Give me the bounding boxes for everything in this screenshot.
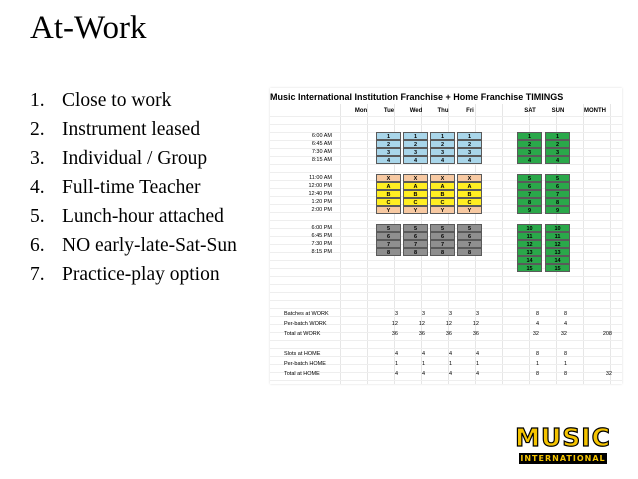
schedule-cell: X [376,174,401,182]
schedule-cell: 4 [457,156,482,164]
weekend-cell: 13 [545,248,570,256]
column-header: SUN [551,108,565,114]
summary-label: Per-batch WORK [284,321,327,327]
gridline [270,124,622,125]
schedule-cell: B [403,190,428,198]
weekend-cell: 15 [517,264,542,272]
schedule-cell: Y [430,206,455,214]
weekend-cell: 9 [517,206,542,214]
summary-value: 36 [391,331,398,337]
schedule-cell: A [430,182,455,190]
summary-label: Per-batch HOME [284,361,326,367]
summary-value: 4 [448,371,452,377]
gridline [270,172,622,173]
schedule-cell: B [376,190,401,198]
summary-label: Total at WORK [284,331,321,337]
summary-label: Total at HOME [284,371,320,377]
schedule-cell: 3 [457,148,482,156]
slide-title: At-Work [30,10,147,46]
schedule-cell: 8 [457,248,482,256]
schedule-cell: 6 [376,232,401,240]
summary-value: 4 [394,371,398,377]
schedule-cell: 2 [376,140,401,148]
list-text: Instrument leased [62,119,201,140]
schedule-cell: C [430,198,455,206]
summary-value: 4 [563,321,567,327]
list-item [30,260,270,289]
schedule-cell: 5 [430,224,455,232]
list-item [30,173,270,202]
summary-value: 36 [472,331,479,337]
summary-value: 3 [394,311,398,317]
gridline [270,220,622,221]
time-label: 11:00 AM [309,175,332,181]
column-header: MONTH [584,108,606,114]
schedule-cell: 6 [457,232,482,240]
schedule-cell: 8 [376,248,401,256]
summary-value: 3 [448,311,452,317]
weekend-cell: 5 [517,174,542,182]
music-international-logo [513,425,613,467]
summary-value: 8 [563,371,567,377]
summary-value: 8 [535,371,539,377]
summary-value: 4 [421,351,425,357]
schedule-cell: A [403,182,428,190]
gridline [270,380,622,381]
schedule-cell: 1 [376,132,401,140]
weekend-cell: 11 [545,232,570,240]
list-item [30,115,270,144]
schedule-cell: Y [376,206,401,214]
summary-value: 12 [391,321,398,327]
weekend-cell: 3 [545,148,570,156]
schedule-cell: 8 [403,248,428,256]
weekend-cell: 2 [517,140,542,148]
schedule-cell: C [376,198,401,206]
summary-value: 8 [535,351,539,357]
gridline [270,308,622,309]
weekend-cell: 3 [517,148,542,156]
time-label: 6:00 PM [311,225,332,231]
schedule-cell: 6 [403,232,428,240]
gridline [270,300,622,301]
list-text: Full-time Teacher [62,177,201,198]
summary-value: 4 [535,321,539,327]
schedule-cell: Y [403,206,428,214]
weekend-cell: 2 [545,140,570,148]
schedule-cell: X [430,174,455,182]
schedule-cell: 5 [376,224,401,232]
logo-subtitle: INTERNATIONAL [520,454,606,463]
list-item [30,202,270,231]
summary-value: 1 [535,361,539,367]
schedule-cell: 1 [403,132,428,140]
schedule-cell: 7 [403,240,428,248]
weekend-cell: 6 [517,182,542,190]
time-label: 6:00 AM [311,133,332,139]
weekend-cell: 6 [545,182,570,190]
weekend-cell: 12 [517,240,542,248]
time-label: 6:45 AM [311,141,332,147]
point-list [30,86,270,289]
gridline [270,116,622,117]
summary-value: 36 [418,331,425,337]
weekend-cell: 10 [517,224,542,232]
summary-value: 1 [394,361,398,367]
schedule-cell: 7 [430,240,455,248]
time-label: 1:20 PM [311,199,332,205]
schedule-cell: 4 [376,156,401,164]
schedule-cell: 3 [376,148,401,156]
list-number: 7. [30,264,45,285]
column-header: Wed [409,108,423,114]
list-item [30,231,270,260]
weekend-cell: 4 [545,156,570,164]
schedule-cell: 8 [430,248,455,256]
summary-value: 4 [475,351,479,357]
column-header: Fri [466,108,474,114]
schedule-cell: 1 [457,132,482,140]
schedule-cell: Y [457,206,482,214]
schedule-cell: 5 [403,224,428,232]
schedule-cell: 6 [430,232,455,240]
weekend-cell: 1 [517,132,542,140]
column-header: Tue [383,108,395,114]
schedule-cell: 3 [430,148,455,156]
schedule-cell: 5 [457,224,482,232]
summary-value: 32 [605,371,612,377]
weekend-cell: 14 [545,256,570,264]
summary-label: Slots at HOME [284,351,321,357]
summary-label: Batches at WORK [284,311,329,317]
weekend-cell: 12 [545,240,570,248]
weekend-cell: 9 [545,206,570,214]
schedule-cell: 3 [403,148,428,156]
schedule-cell: B [457,190,482,198]
schedule-cell: X [403,174,428,182]
gridline [270,284,622,285]
schedule-cell: 2 [457,140,482,148]
weekend-cell: 10 [545,224,570,232]
summary-value: 36 [445,331,452,337]
schedule-cell: 7 [376,240,401,248]
summary-value: 1 [475,361,479,367]
weekend-cell: 15 [545,264,570,272]
summary-value: 208 [602,331,612,337]
time-label: 8:15 AM [311,157,332,163]
summary-value: 4 [394,351,398,357]
time-label: 7:30 AM [311,149,332,155]
schedule-cell: C [457,198,482,206]
summary-value: 8 [563,351,567,357]
weekend-cell: 8 [545,198,570,206]
summary-value: 12 [418,321,425,327]
timings-spreadsheet [270,88,622,384]
summary-value: 12 [445,321,452,327]
summary-value: 32 [560,331,567,337]
schedule-cell: 4 [403,156,428,164]
weekend-cell: 4 [517,156,542,164]
schedule-cell: 1 [430,132,455,140]
summary-value: 1 [421,361,425,367]
gridline [270,292,622,293]
summary-value: 1 [563,361,567,367]
schedule-cell: B [430,190,455,198]
summary-value: 8 [535,311,539,317]
schedule-cell: A [457,182,482,190]
list-text: Close to work [62,90,172,111]
time-label: 12:00 PM [308,183,332,189]
list-number: 5. [30,206,45,227]
summary-value: 1 [448,361,452,367]
list-number: 4. [30,177,45,198]
time-label: 7:30 PM [311,241,332,247]
weekend-cell: 13 [517,248,542,256]
summary-value: 4 [421,371,425,377]
list-number: 2. [30,119,45,140]
summary-value: 4 [475,371,479,377]
time-label: 6:45 PM [311,233,332,239]
gridline [270,340,622,341]
logo-word: MUSIC [515,423,611,452]
list-number: 3. [30,148,45,169]
summary-value: 32 [532,331,539,337]
sheet-title: Music International Institution Franchise + Home Franchise TIMINGS [270,92,564,102]
summary-value: 8 [563,311,567,317]
list-item [30,86,270,115]
schedule-cell: A [376,182,401,190]
weekend-cell: 11 [517,232,542,240]
gridline [270,348,622,349]
column-header: Mon [354,108,368,114]
weekend-cell: 8 [517,198,542,206]
list-item [30,144,270,173]
list-text: Practice-play option [62,264,220,285]
schedule-cell: 2 [430,140,455,148]
summary-value: 3 [475,311,479,317]
list-number: 1. [30,90,45,111]
weekend-cell: 14 [517,256,542,264]
schedule-cell: 2 [403,140,428,148]
weekend-cell: 7 [517,190,542,198]
schedule-cell: 7 [457,240,482,248]
summary-value: 12 [472,321,479,327]
gridline [270,164,622,165]
summary-value: 3 [421,311,425,317]
list-number: 6. [30,235,45,256]
time-label: 12:40 PM [308,191,332,197]
schedule-cell: C [403,198,428,206]
list-text: NO early-late-Sat-Sun [62,235,237,256]
summary-value: 4 [448,351,452,357]
schedule-cell: 4 [430,156,455,164]
gridline [270,276,622,277]
column-header: Thu [437,108,449,114]
list-text: Lunch-hour attached [62,206,224,227]
weekend-cell: 1 [545,132,570,140]
time-label: 2:00 PM [311,207,332,213]
schedule-cell: X [457,174,482,182]
column-header: SAT [524,108,536,114]
time-label: 8:15 PM [311,249,332,255]
weekend-cell: 5 [545,174,570,182]
weekend-cell: 7 [545,190,570,198]
list-text: Individual / Group [62,148,208,169]
